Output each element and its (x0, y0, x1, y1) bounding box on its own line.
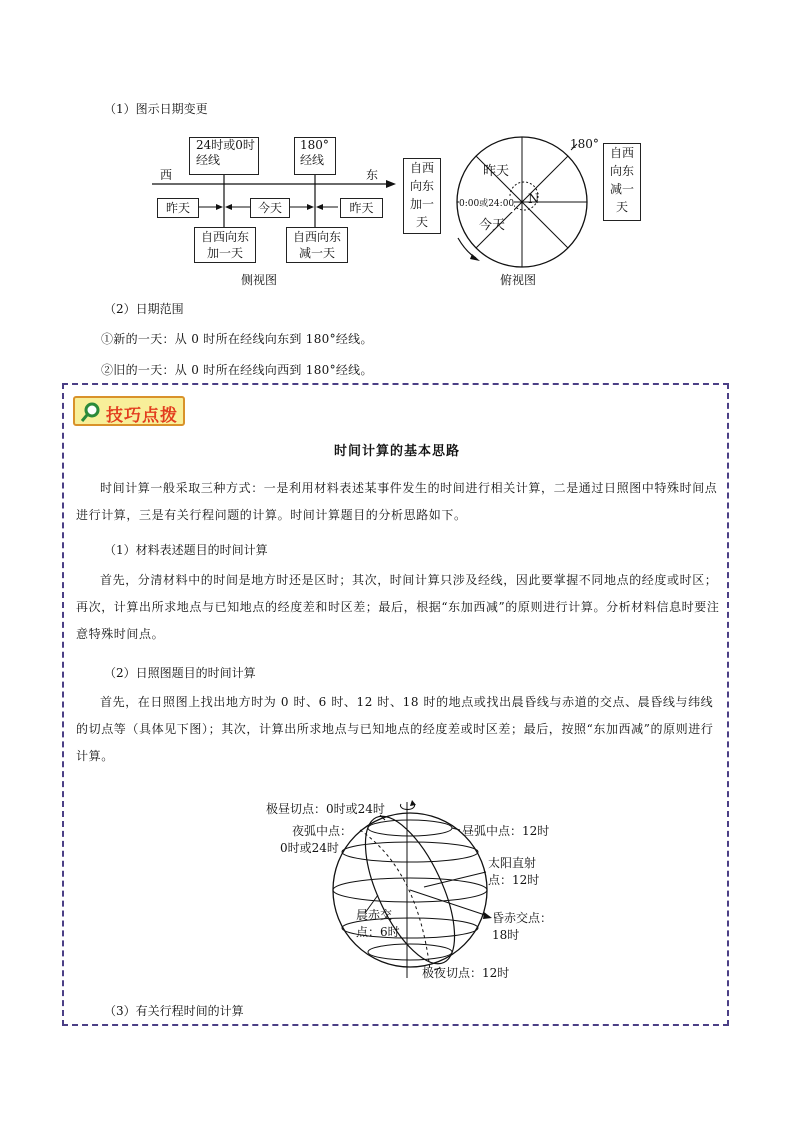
box-add-day-vertical: 自西 向东 加一 天 (403, 158, 441, 234)
box-add-day: 自西向东 加一天 (194, 227, 256, 263)
tip-badge (73, 396, 185, 426)
globe-drawing (300, 790, 560, 990)
tip-title: 时间计算的基本思路 (333, 444, 460, 459)
box-subtract-day-vertical: 自西 向东 减一 天 (603, 143, 641, 221)
label-east: 东 (366, 168, 379, 182)
label-yesterday: 昨天 (483, 164, 510, 179)
tip-intro: 时间计算一般采取三种方式：一是利用材料表述某事件发生的时间进行相关计算，二是通过日照图中特殊时间点进行计算，三是有关行程问题的计算。时间计算题目的分析思路如下。 (76, 481, 718, 522)
tip-heading-3: （3）有关行程时间的计算 (104, 1004, 244, 1018)
tip-badge-label: 技巧点拨 (106, 406, 178, 426)
label-dusk-equator-1: 昏赤交点： (492, 911, 553, 925)
box-subtract-day: 自西向东 减一天 (286, 227, 348, 263)
label-subsolar-2: 点：12时 (488, 873, 540, 887)
label-night-arc-mid-1: 夜弧中点： (292, 824, 353, 838)
label-night-arc-mid-2: 0时或24时 (280, 841, 339, 855)
tip-heading-2: （2）日照图题目的时间计算 (104, 666, 256, 680)
new-day-text: ①新的一天：从 0 时所在经线向东到 180°经线。 (101, 332, 373, 346)
label-west: 西 (160, 168, 173, 182)
section-heading-2: （2）日期范围 (104, 302, 184, 316)
label-180-deg: 180° (570, 137, 599, 151)
tip-heading-1: （1）材料表述题目的时间计算 (104, 543, 268, 557)
tip-paragraph-2: 首先，在日照图上找出地方时为 0 时、6 时、12 时、18 时的地点或找出晨昏线与赤道的交点、晨昏线与纬线的切点等（具体见下图）；其次，计算出所求地点与已知地点的经度差或时区差；最后，按照“东加西减”的原则进行计算。 (76, 695, 714, 763)
magnifier-icon (79, 401, 103, 423)
label-day-arc-mid: 昼弧中点：12时 (462, 824, 550, 838)
label-today: 今天 (479, 218, 506, 233)
section-heading-1: （1）图示日期变更 (104, 102, 208, 116)
box-180-meridian: 180° 经线 (294, 137, 336, 175)
side-view-caption: 侧视图 (241, 273, 278, 287)
label-dawn-equator-2: 点：6时 (356, 925, 400, 939)
label-dusk-equator-2: 18时 (492, 928, 520, 942)
label-subsolar-1: 太阳直射 (488, 856, 537, 870)
old-day-text: ②旧的一天：从 0 时所在经线向西到 180°经线。 (101, 363, 373, 377)
box-yesterday-right: 昨天 (340, 198, 383, 218)
top-view-caption: 俯视图 (500, 273, 537, 287)
label-north: N (528, 192, 540, 207)
box-yesterday-left: 昨天 (157, 198, 199, 218)
label-dawn-equator-1: 晨赤交 (356, 908, 393, 922)
label-polar-night-point: 极夜切点：12时 (422, 966, 510, 980)
box-24h-meridian: 24时或0时 经线 (189, 137, 259, 175)
label-polar-day-point: 极昼切点：0时或24时 (266, 802, 385, 816)
box-today: 今天 (250, 198, 290, 218)
tip-paragraph-1: 首先，分清材料中的时间是地方时还是区时；其次，时间计算只涉及经线，因此要掌握不同地点的经度或时区；再次，计算出所求地点与已知地点的经度差和时区差；最后，根据“东加西减”的原则进行计算。分析材料信息时要注意特殊时间点。 (76, 573, 720, 641)
label-midnight: 0:00或24:00 (459, 196, 514, 212)
